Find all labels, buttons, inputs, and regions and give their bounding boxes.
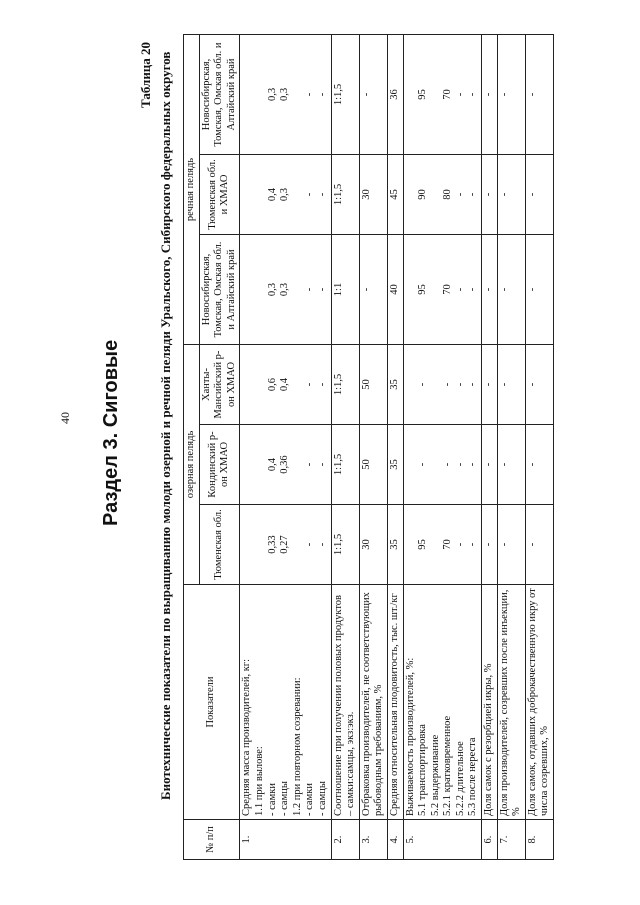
value-cell	[240, 235, 331, 345]
value-line: -	[483, 542, 495, 547]
value-cell	[240, 345, 331, 425]
value-line: 70	[442, 89, 454, 100]
value-cell	[403, 34, 482, 154]
value-line	[430, 238, 443, 341]
value-line: -	[498, 192, 510, 197]
value-line: -	[526, 192, 538, 197]
table-row	[331, 34, 359, 859]
value-cell	[387, 155, 403, 235]
value-line	[430, 428, 443, 501]
value-line: 70	[442, 539, 454, 550]
value-cell	[387, 345, 403, 425]
table-row	[525, 34, 553, 859]
value-line: 0,3	[266, 282, 278, 297]
value-line	[254, 38, 267, 151]
value-line: -	[498, 92, 510, 97]
indicator-line: 5.2.1 кратковременное	[442, 715, 454, 816]
table-row	[403, 34, 482, 859]
value-cell	[331, 425, 359, 505]
value-line: 0,3	[279, 87, 291, 102]
value-line: -	[316, 462, 328, 467]
indicator-line: - самцы	[316, 781, 328, 816]
value-line	[241, 508, 254, 581]
indicator-line: 1.2 при повторном созревании:	[291, 677, 303, 816]
row-number: 2.	[331, 820, 359, 860]
value-line: -	[316, 92, 328, 97]
header-col: Тюменская обл. и ХМАО	[199, 155, 240, 235]
value-line: -	[467, 192, 479, 197]
value-line: -	[483, 462, 495, 467]
value-cell	[482, 34, 498, 154]
value-line: -	[526, 382, 538, 387]
value-line: -	[417, 462, 429, 467]
value-line: 30	[360, 539, 372, 550]
value-line: 95	[417, 539, 429, 550]
table-label: Таблица 20	[138, 41, 153, 108]
value-line	[430, 348, 443, 421]
table-wrapper	[183, 35, 551, 860]
value-line: 70	[442, 284, 454, 295]
row-indicator	[240, 585, 331, 820]
value-line: -	[304, 92, 316, 97]
row-indicator	[482, 585, 498, 820]
value-line	[292, 508, 305, 581]
value-cell	[240, 505, 331, 585]
value-line	[241, 38, 254, 151]
row-indicator	[331, 585, 359, 820]
value-cell	[497, 505, 525, 585]
value-line: 1:1,5	[332, 183, 344, 206]
value-line: 80	[442, 189, 454, 200]
value-line: -	[483, 287, 495, 292]
value-line: 35	[388, 459, 400, 470]
value-cell	[359, 34, 387, 154]
row-indicator	[525, 585, 553, 820]
value-cell	[359, 155, 387, 235]
row-indicator	[403, 585, 482, 820]
header-col: Тюменская обл.	[199, 505, 240, 585]
row-indicator	[359, 585, 387, 820]
value-cell	[403, 345, 482, 425]
indicator-line: Выживаемость производителей, %:	[404, 657, 416, 816]
value-cell	[497, 34, 525, 154]
value-cell	[482, 425, 498, 505]
value-line: 0,4	[266, 457, 278, 472]
value-line: -	[526, 462, 538, 467]
value-line	[292, 428, 305, 501]
value-line: 1:1,5	[332, 373, 344, 396]
value-cell	[525, 345, 553, 425]
value-line	[292, 38, 305, 151]
value-line: 35	[388, 379, 400, 390]
value-line: -	[498, 287, 510, 292]
value-cell	[359, 345, 387, 425]
indicator-line: Доля производителей, созревших после инъекции, %	[498, 589, 523, 816]
table-row	[387, 34, 403, 859]
value-line: 35	[388, 539, 400, 550]
value-line	[241, 348, 254, 421]
value-line	[241, 158, 254, 231]
section-title: Раздел 3. Сиговые	[100, 339, 122, 526]
value-cell	[525, 34, 553, 154]
value-cell	[525, 235, 553, 345]
value-line: 0,3	[266, 87, 278, 102]
row-number: 5.	[403, 820, 482, 860]
value-line: 0,36	[279, 455, 291, 474]
value-line	[241, 428, 254, 501]
value-cell	[331, 155, 359, 235]
indicator-line: Доля самок, отдавших доброкачественную икру от числа созревших, %	[526, 588, 551, 816]
value-line: -	[483, 382, 495, 387]
value-line: 50	[360, 459, 372, 470]
row-number: 1.	[240, 820, 331, 860]
value-cell	[359, 235, 387, 345]
value-line: 0,6	[266, 377, 278, 392]
header-col: Кондинский р-он ХМАО	[199, 425, 240, 505]
value-line: -	[483, 92, 495, 97]
indicator-line: Средняя относительная плодовитость, тыс. шт./кг	[388, 593, 400, 816]
value-line	[241, 238, 254, 341]
value-line: 50	[360, 379, 372, 390]
value-line	[405, 238, 418, 341]
value-line: -	[498, 542, 510, 547]
value-line: 0,3	[279, 187, 291, 202]
value-line	[292, 158, 305, 231]
value-line	[430, 158, 443, 231]
value-cell	[387, 425, 403, 505]
value-line	[254, 158, 267, 231]
value-cell	[387, 505, 403, 585]
value-cell	[525, 505, 553, 585]
table-row	[359, 34, 387, 859]
row-number: 6.	[482, 820, 498, 860]
indicator-line: 5.1 транспортировка	[417, 724, 429, 816]
value-line: -	[442, 382, 454, 387]
table-row	[240, 34, 331, 859]
value-line: -	[454, 382, 466, 387]
header-col: Новосибирская, Томская, Омская обл. и Алтайский край	[199, 34, 240, 154]
value-cell	[403, 155, 482, 235]
value-cell	[525, 155, 553, 235]
value-cell	[497, 425, 525, 505]
value-cell	[359, 425, 387, 505]
header-group-lake: озерная пелядь	[184, 345, 200, 585]
value-line: -	[442, 462, 454, 467]
value-line: 30	[360, 189, 372, 200]
indicator-line: - самки	[266, 783, 278, 816]
value-cell	[403, 425, 482, 505]
value-cell	[331, 235, 359, 345]
value-line	[292, 348, 305, 421]
value-line: -	[360, 287, 372, 292]
row-number: 8.	[525, 820, 553, 860]
value-line: -	[316, 382, 328, 387]
biotech-table	[183, 34, 554, 860]
row-indicator	[387, 585, 403, 820]
value-line	[405, 428, 418, 501]
value-cell	[482, 505, 498, 585]
indicator-line: 5.2 выдерживание	[429, 734, 441, 816]
value-cell	[497, 345, 525, 425]
value-line: 0,27	[279, 535, 291, 554]
indicator-line: 5.2.2 длительное	[454, 741, 466, 816]
value-cell	[482, 235, 498, 345]
value-line: 1:1,5	[332, 453, 344, 476]
header-group-river: речная пелядь	[184, 34, 200, 344]
value-line: -	[304, 287, 316, 292]
indicator-line: Доля самок с резорбцией икры, %	[483, 663, 495, 816]
value-cell	[387, 34, 403, 154]
value-line	[292, 238, 305, 341]
row-number: 4.	[387, 820, 403, 860]
value-line: -	[526, 287, 538, 292]
value-line: -	[417, 382, 429, 387]
value-line: 1:1,5	[332, 533, 344, 556]
value-line: 45	[388, 189, 400, 200]
value-line	[254, 348, 267, 421]
value-cell	[482, 155, 498, 235]
value-line: 40	[388, 284, 400, 295]
value-line: 1:1,5	[332, 83, 344, 106]
value-line	[405, 158, 418, 231]
value-line: -	[467, 92, 479, 97]
value-line: 90	[417, 189, 429, 200]
header-row-groups	[184, 34, 200, 859]
value-line: -	[454, 92, 466, 97]
header-col: Ханты-Мансийский р-он ХМАО	[199, 345, 240, 425]
value-line: -	[316, 542, 328, 547]
value-line: 36	[388, 89, 400, 100]
value-line: -	[304, 192, 316, 197]
value-cell	[525, 425, 553, 505]
value-line: -	[467, 542, 479, 547]
value-cell	[331, 505, 359, 585]
value-line: -	[304, 462, 316, 467]
row-number: 3.	[359, 820, 387, 860]
value-cell	[240, 34, 331, 154]
value-line: -	[304, 542, 316, 547]
header-indicator: Показатели	[184, 585, 240, 820]
header-col: Новосибирская, Томская, Омская обл. и Алтайский край	[199, 235, 240, 345]
value-line: -	[467, 287, 479, 292]
indicator-line: Соотношение при получении половых продуктов – самки:самцы, экз:экз.	[332, 595, 357, 816]
value-line	[405, 508, 418, 581]
value-line: -	[360, 92, 372, 97]
indicator-line: 5.3 после нереста	[467, 737, 479, 816]
value-cell	[482, 345, 498, 425]
table-row	[482, 34, 498, 859]
value-line: -	[454, 542, 466, 547]
value-cell	[359, 505, 387, 585]
value-line	[254, 238, 267, 341]
value-line	[405, 38, 418, 151]
value-cell	[497, 155, 525, 235]
value-line: -	[304, 382, 316, 387]
value-cell	[403, 235, 482, 345]
indicator-line: 1.1 при вылове:	[253, 746, 265, 816]
page-number: 40	[58, 412, 72, 424]
value-line: -	[483, 192, 495, 197]
value-cell	[331, 345, 359, 425]
indicator-line: Средняя масса производителей, кг:	[241, 658, 253, 816]
value-cell	[240, 425, 331, 505]
value-line	[254, 428, 267, 501]
value-line	[430, 38, 443, 151]
value-line: -	[454, 462, 466, 467]
value-cell	[331, 34, 359, 154]
value-line: 0,3	[279, 282, 291, 297]
value-line: -	[498, 382, 510, 387]
value-line: 95	[417, 284, 429, 295]
value-line: -	[454, 192, 466, 197]
value-line: 0,4	[266, 187, 278, 202]
table-row	[497, 34, 525, 859]
row-number: 7.	[497, 820, 525, 860]
table-body	[240, 34, 554, 859]
table-caption: Биотехнические показатели по выращиванию молоди озерной и речной пеляди Уральского, Сибирского федеральных округов	[158, 51, 173, 800]
value-line	[254, 508, 267, 581]
value-line: -	[526, 92, 538, 97]
value-line: 0,33	[266, 535, 278, 554]
value-cell	[387, 235, 403, 345]
value-line: -	[467, 462, 479, 467]
value-line: -	[316, 287, 328, 292]
indicator-line: - самцы	[279, 781, 291, 816]
indicator-line: - самки	[304, 783, 316, 816]
value-line: 1:1	[332, 282, 344, 297]
value-line: -	[498, 462, 510, 467]
value-line: 0,4	[279, 377, 291, 392]
value-line: -	[467, 382, 479, 387]
value-cell	[403, 505, 482, 585]
indicator-line: Отбраковка производителей, не соответствующих рыбоводным требованиям, %	[360, 592, 385, 816]
value-line: -	[526, 542, 538, 547]
row-indicator	[497, 585, 525, 820]
value-cell	[240, 155, 331, 235]
value-line: 95	[417, 89, 429, 100]
header-num: № п/п	[184, 820, 240, 860]
value-line	[405, 348, 418, 421]
value-cell	[497, 235, 525, 345]
value-line: -	[454, 287, 466, 292]
value-line: -	[316, 192, 328, 197]
value-line	[430, 508, 443, 581]
